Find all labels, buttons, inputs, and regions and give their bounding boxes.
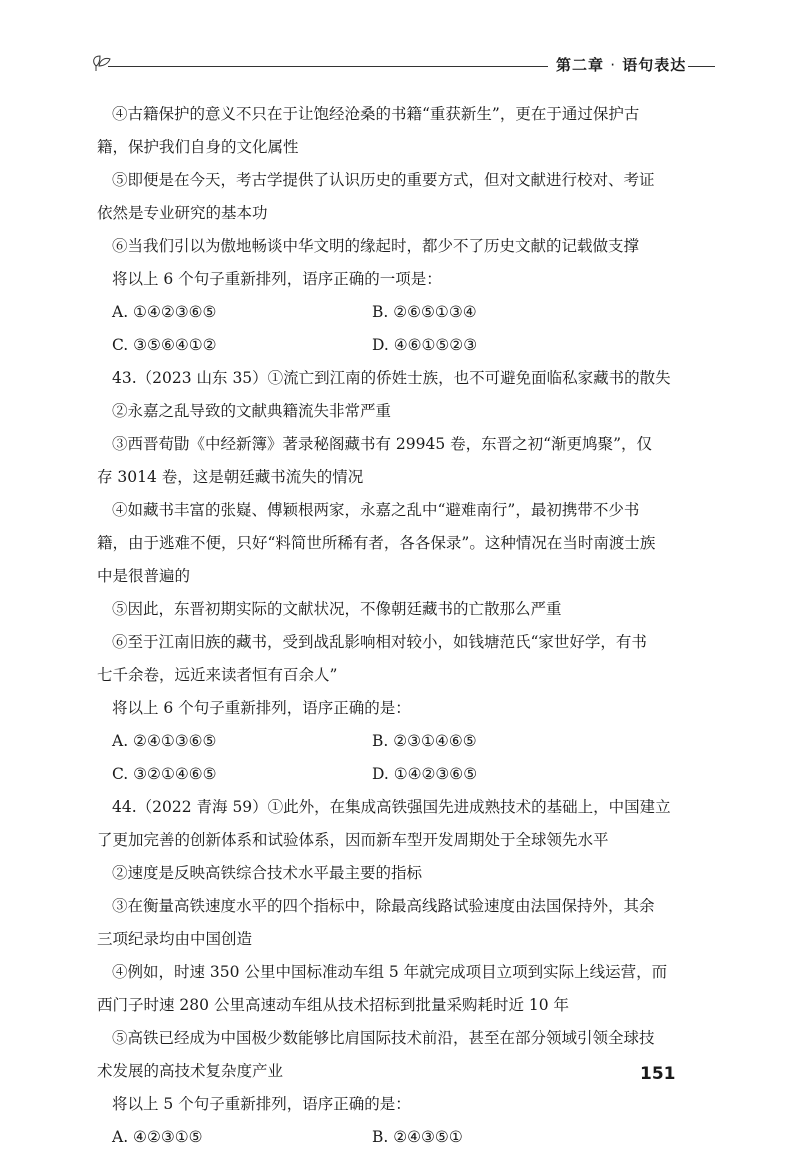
q43-s6-line1: ⑥至于江南旧族的藏书，受到战乱影响相对较小，如钱塘范氏“家世好学，有书 [112,633,647,651]
chapter-label: 第二章 [556,56,605,74]
page-body [97,98,692,1154]
q44-s3-line1: ③在衡量高铁速度水平的四个指标中，除最高线路试验速度由法国保持外，其余 [112,897,655,915]
q44-s3-line2: 三项纪录均由中国创造 [97,930,253,948]
q43-s4-line1: ④如藏书丰富的张嶷、傅颖根两家，永嘉之乱中“避难南行”，最初携带不少书 [112,501,640,519]
q43-prompt: 将以上 6 个句子重新排列，语序正确的是： [112,699,411,717]
q43-s5: ⑤因此，东晋初期实际的文献状况，不像朝廷藏书的亡散那么严重 [112,600,562,618]
q42-option-a: A. ①④②③⑥⑤ [112,303,217,321]
q43-s3-line2: 存 3014 卷，这是朝廷藏书流失的情况 [97,468,364,486]
q44-prompt: 将以上 5 个句子重新排列，语序正确的是： [112,1095,411,1113]
q44-s4-line2: 西门子时速 280 公里高速动车组从技术招标到批量采购耗时近 10 年 [97,996,570,1014]
q42-option-b: B. ②⑥⑤①③④ [372,303,477,321]
chapter-title: 第二章 · 语句表达 [556,56,687,74]
q43-options-row2 [112,758,692,791]
q44-s2: ②速度是反映高铁综合技术水平最主要的指标 [112,864,423,882]
q44-s5-line2: 术发展的高技术复杂度产业 [97,1062,284,1080]
q43-s6-line2: 七千余卷，远近来读者恒有百余人” [97,666,338,684]
q44-options-row1 [112,1121,692,1154]
section-label: 语句表达 [622,56,687,74]
q42-option-c: C. ③⑤⑥④①② [112,336,217,354]
q44-s5-line1: ⑤高铁已经成为中国极少数能够比肩国际技术前沿，甚至在部分领域引领全球技 [112,1029,655,1047]
q44-line2: 了更加完善的创新体系和试验体系，因而新车型开发周期处于全球领先水平 [97,831,609,849]
q42-s6-line1: ⑥当我们引以为傲地畅谈中华文明的缘起时，都少不了历史文献的记载做支撑 [112,237,640,255]
q42-options-row2 [112,329,692,362]
q44-line1: 44.（2022 青海 59）①此外，在集成高铁强国先进成熟技术的基础上，中国建立 [112,798,671,816]
q42-prompt: 将以上 6 个句子重新排列，语序正确的一项是： [112,270,442,288]
q43-s2: ②永嘉之乱导致的文献典籍流失非常严重 [112,402,392,420]
q43-option-b: B. ②③①④⑥⑤ [372,732,477,750]
header-rule-left [108,66,548,67]
leaf-icon [90,52,116,72]
q42-option-d: D. ④⑥①⑤②③ [372,336,478,354]
q43-option-d: D. ①④②③⑥⑤ [372,765,478,783]
q44-option-b: B. ②④③⑤① [372,1128,463,1146]
q42-s4-line1: ④古籍保护的意义不只在于让饱经沧桑的书籍“重获新生”，更在于通过保护古 [112,105,640,123]
q43-option-c: C. ③②①④⑥⑤ [112,765,217,783]
q43-line1: 43.（2023 山东 35）①流亡到江南的侨姓士族，也不可避免面临私家藏书的散失 [112,369,671,387]
q42-s5-line2: 依然是专业研究的基本功 [97,204,268,222]
q43-s4-line3: 中是很普遍的 [97,567,191,585]
running-header [90,52,715,80]
q42-options-row1 [112,296,692,329]
q43-options-row1 [112,725,692,758]
page-number: 151 [640,1064,676,1084]
q42-s4-line2: 籍，保护我们自身的文化属性 [97,138,299,156]
q44-option-a: A. ④②③①⑤ [112,1128,203,1146]
q44-s4-line1: ④例如，时速 350 公里中国标准动车组 5 年就完成项目立项到实际上线运营，而 [112,963,668,981]
q43-option-a: A. ②④①③⑥⑤ [112,732,217,750]
header-rule-right [688,66,715,67]
q42-s5-line1: ⑤即便是在今天，考古学提供了认识历史的重要方式，但对文献进行校对、考证 [112,171,655,189]
q43-s4-line2: 籍，由于逃难不便，只好“料简世所稀有者，各各保录”。这种情况在当时南渡士族 [97,534,656,552]
q43-s3-line1: ③西晋荀勖《中经新簿》著录秘阁藏书有 29945 卷，东晋之初“渐更鸠聚”，仅 [112,435,653,453]
